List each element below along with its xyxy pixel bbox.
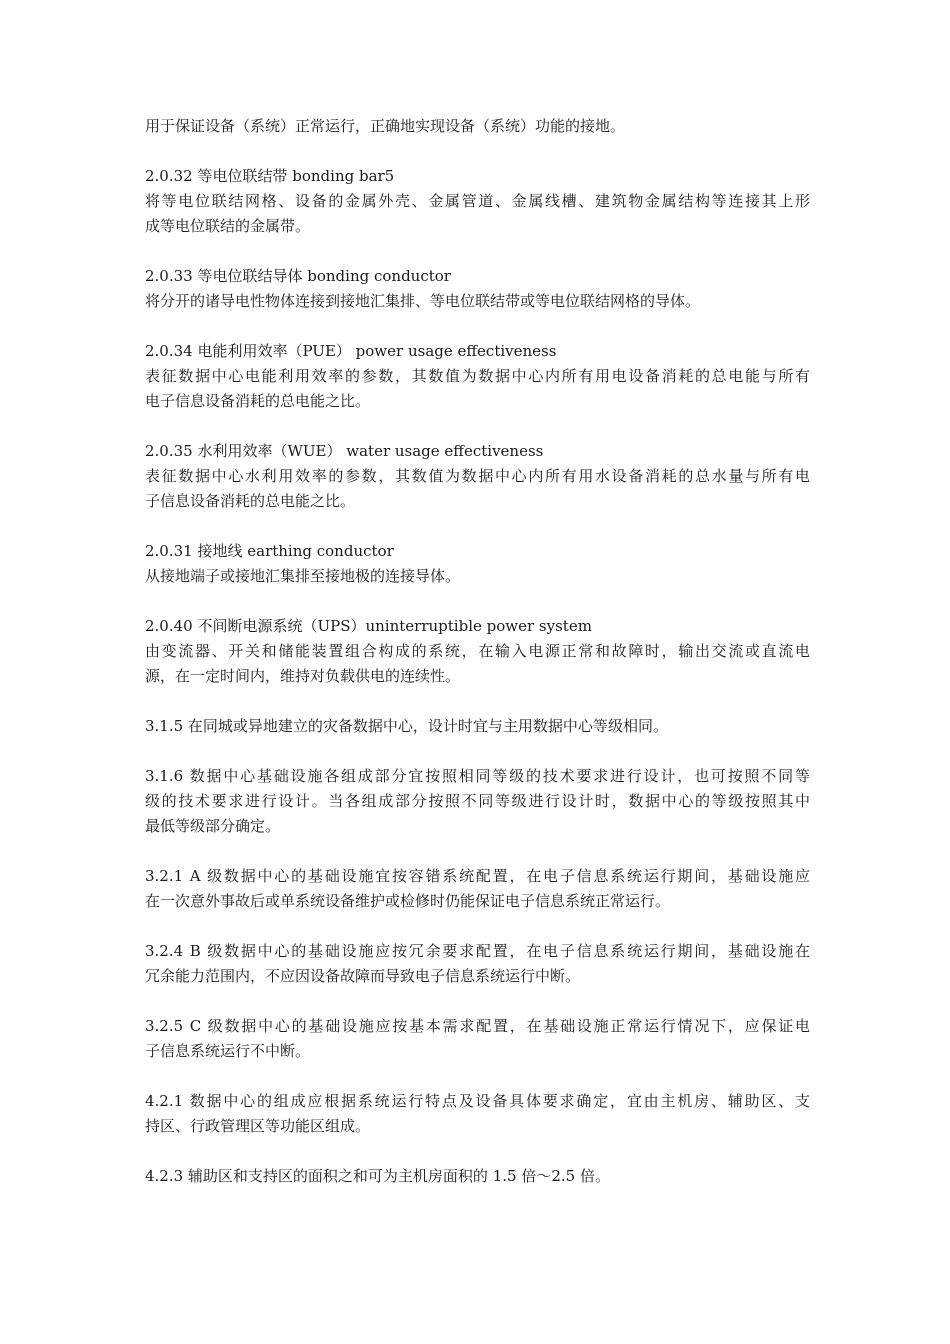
text-line: 冗余能力范围内，不应因设备故障而导致电子信息系统运行中断。 xyxy=(145,967,581,985)
text-line: 成等电位联结的金属带。 xyxy=(145,217,311,235)
text-line: 3.1.5 在同城或异地建立的灾备数据中心，设计时宜与主用数据中心等级相同。 xyxy=(145,717,668,735)
term-2-0-40 xyxy=(145,614,810,689)
text-line: 3.1.6 数据中心基础设施各组成部分宜按照相同等级的技术要求进行设计，也可按照不同等 xyxy=(145,767,810,785)
term-heading: 2.0.32 等电位联结带 bonding bar5 xyxy=(145,167,395,185)
text-line: 子信息系统运行不中断。 xyxy=(145,1042,311,1060)
term-2-0-34 xyxy=(145,339,810,414)
text-line: 源，在一定时间内，维持对负载供电的连续性。 xyxy=(145,667,461,685)
text-line: 电子信息设备消耗的总电能之比。 xyxy=(145,392,371,410)
term-heading: 2.0.40 不间断电源系统（UPS）uninterruptible power system xyxy=(145,617,592,635)
term-2-0-33 xyxy=(145,264,810,314)
text-line: 由变流器、开关和储能装置组合构成的系统，在输入电源正常和故障时，输出交流或直流电 xyxy=(145,642,810,660)
clause-4-2-3 xyxy=(145,1164,810,1189)
term-2-0-32 xyxy=(145,164,810,239)
text-line: 表征数据中心电能利用效率的参数，其数值为数据中心内所有用电设备消耗的总电能与所有 xyxy=(145,367,810,385)
term-2-0-35 xyxy=(145,439,810,514)
text-line: 从接地端子或接地汇集排至接地极的连接导体。 xyxy=(145,567,461,585)
term-2-0-31 xyxy=(145,539,810,589)
term-heading: 2.0.35 水利用效率（WUE） water usage effectiveness xyxy=(145,442,544,460)
text-line: 级的技术要求进行设计。当各组成部分按照不同等级进行设计时，数据中心的等级按照其中 xyxy=(145,792,810,810)
paragraph-grounding-definition xyxy=(145,114,810,139)
clause-3-1-6 xyxy=(145,764,810,839)
text-line: 最低等级部分确定。 xyxy=(145,817,281,835)
text-line: 4.2.1 数据中心的组成应根据系统运行特点及设备具体要求确定，宜由主机房、辅助区、支 xyxy=(145,1092,810,1110)
text-line: 3.2.1 A 级数据中心的基础设施宜按容错系统配置，在电子信息系统运行期间，基础设施应 xyxy=(145,867,810,885)
document-page xyxy=(145,114,810,1214)
text-line: 表征数据中心水利用效率的参数，其数值为数据中心内所有用水设备消耗的总水量与所有电 xyxy=(145,467,810,485)
text-line: 子信息设备消耗的总电能之比。 xyxy=(145,492,356,510)
term-heading: 2.0.34 电能利用效率（PUE） power usage effectiveness xyxy=(145,342,557,360)
text-line: 用于保证设备（系统）正常运行，正确地实现设备（系统）功能的接地。 xyxy=(145,117,626,135)
clause-3-2-1 xyxy=(145,864,810,914)
clause-4-2-1 xyxy=(145,1089,810,1139)
text-line: 在一次意外事故后或单系统设备维护或检修时仍能保证电子信息系统正常运行。 xyxy=(145,892,671,910)
text-line: 将等电位联结网格、设备的金属外壳、金属管道、金属线槽、建筑物金属结构等连接其上形 xyxy=(145,192,810,210)
clause-3-2-4 xyxy=(145,939,810,989)
clause-3-1-5 xyxy=(145,714,810,739)
text-line: 3.2.4 B 级数据中心的基础设施应按冗余要求配置，在电子信息系统运行期间，基础设施在 xyxy=(145,942,810,960)
text-line: 持区、行政管理区等功能区组成。 xyxy=(145,1117,371,1135)
term-heading: 2.0.33 等电位联结导体 bonding conductor xyxy=(145,267,451,285)
text-line: 4.2.3 辅助区和支持区的面积之和可为主机房面积的 1.5 倍～2.5 倍。 xyxy=(145,1167,610,1185)
clause-3-2-5 xyxy=(145,1014,810,1064)
term-heading: 2.0.31 接地线 earthing conductor xyxy=(145,542,394,560)
text-line: 将分开的诸导电性物体连接到接地汇集排、等电位联结带或等电位联结网格的导体。 xyxy=(145,292,701,310)
text-line: 3.2.5 C 级数据中心的基础设施应按基本需求配置，在基础设施正常运行情况下，应保证电 xyxy=(145,1017,810,1035)
